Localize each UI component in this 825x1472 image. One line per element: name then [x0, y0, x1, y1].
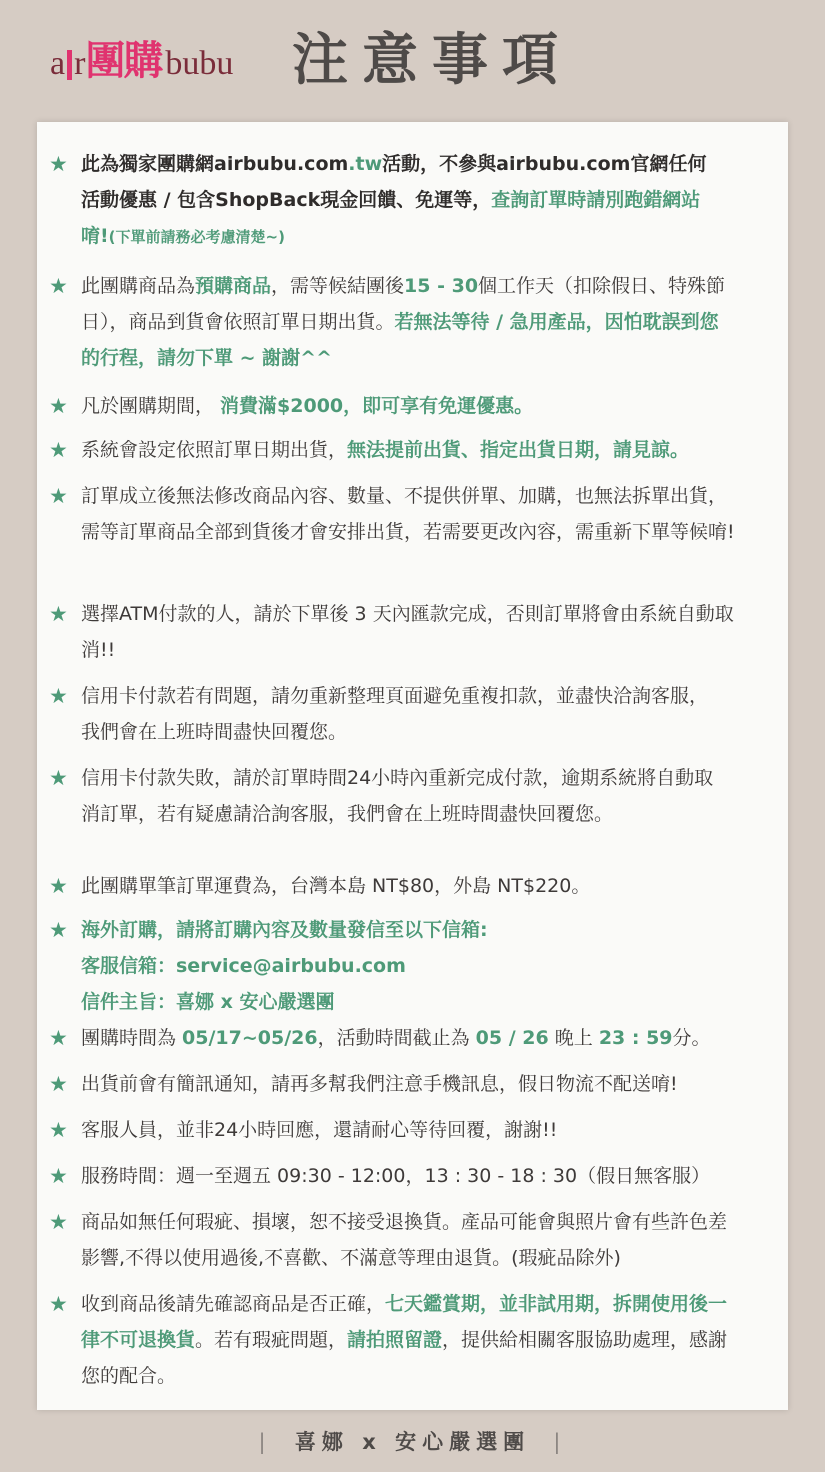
notice-text — [81, 596, 739, 668]
notice-text-segment: 七天鑑賞期，並非試用期，拆開使用後一律不可退換貨 — [81, 1293, 728, 1351]
notice-text-segment: 預購商品 — [195, 275, 272, 297]
notice-text-segment: 商品如無任何瑕疵、損壞，恕不接受退換貨。產品可能會與照片會有些許色差影響,不得以使用過後,不喜歡、不滿意等理由退貨。(瑕疵品除外) — [81, 1211, 728, 1269]
notice-text-segment: 15 - 30 — [404, 275, 479, 297]
notice-text — [81, 268, 729, 376]
notice-text-segment: 客服人員，並非24小時回應，還請耐心等待回覆，謝謝!! — [81, 1119, 558, 1141]
notice-text — [81, 1112, 739, 1148]
notice-text-segment: 信件主旨：喜娜 x 安心嚴選團 — [81, 991, 335, 1013]
notice-text-segment: 查詢訂單時請別跑錯網站唷! — [81, 189, 701, 247]
notice-text — [81, 678, 719, 750]
notice-item — [49, 1158, 784, 1194]
star-icon: ★ — [49, 394, 68, 418]
notice-text — [81, 760, 719, 832]
notice-text-segment: 請拍照留證 — [347, 1329, 443, 1351]
notice-text-segment: 系統會設定依照訂單日期出貨， — [81, 439, 348, 461]
star-icon: ★ — [49, 484, 68, 508]
notice-item — [49, 268, 784, 376]
notice-text-segment: 05 / 26 — [475, 1027, 549, 1049]
footer-divider-left: | — [258, 1430, 272, 1454]
star-icon: ★ — [49, 274, 68, 298]
notice-text-segment: 團購時間為 — [81, 1027, 183, 1049]
airbubu-logo[interactable] — [50, 36, 233, 86]
notice-text — [81, 1158, 739, 1194]
logo-text-a: a — [50, 45, 66, 82]
notice-item — [49, 146, 784, 255]
star-icon: ★ — [49, 1118, 68, 1142]
notice-text-segment: 凡於團購期間， — [81, 395, 221, 417]
notice-item — [49, 478, 784, 550]
notice-text-segment: 。若有瑕疵問題， — [195, 1329, 348, 1351]
notice-item — [49, 1286, 784, 1394]
notice-text-segment: 出貨前會有簡訊通知，請再多幫我們注意手機訊息，假日物流不配送唷! — [81, 1073, 678, 1095]
star-icon: ★ — [49, 1026, 68, 1050]
notice-text — [81, 478, 739, 550]
notice-item — [49, 912, 784, 1020]
notice-item — [49, 388, 784, 424]
notice-text-segment: ，需等候結團後 — [271, 275, 405, 297]
notice-text — [81, 146, 714, 255]
notice-item — [49, 1204, 784, 1276]
page-title: 注意事項 — [292, 28, 572, 93]
notice-item — [49, 760, 784, 832]
notice-item — [49, 1020, 784, 1056]
footer-divider-right: | — [553, 1430, 567, 1454]
notice-text-segment: 服務時間：週一至週五 09:30 - 12:00，13 : 30 - 18 : 30（假日無客服） — [81, 1165, 711, 1187]
logo-mark — [67, 50, 72, 80]
star-icon: ★ — [49, 1210, 68, 1234]
notice-item — [49, 1112, 784, 1148]
star-icon: ★ — [49, 918, 68, 942]
notice-text-segment: ，提供給相關客服協助處理，感謝您的配合。 — [81, 1329, 728, 1387]
notice-text — [81, 1204, 739, 1276]
notice-text-segment: 此團購單筆訂單運費為，台灣本島 NT$80，外島 NT$220。 — [81, 875, 591, 897]
notice-text — [81, 432, 784, 468]
footer — [0, 1422, 825, 1462]
notice-text-segment: 海外訂購，請將訂購內容及數量發信至以下信箱: — [81, 919, 488, 941]
star-icon: ★ — [49, 1292, 68, 1316]
logo-text-groupbuy: 團購 — [85, 38, 162, 84]
notice-text-segment: .tw — [348, 153, 383, 175]
notice-text-segment: 23 : 59 — [598, 1027, 673, 1049]
notice-text-segment: 晚上 — [548, 1027, 599, 1049]
notice-text-segment: 消費滿$2000，即可享有免運優惠。 — [220, 395, 534, 417]
notice-item — [49, 1066, 784, 1102]
notice-item — [49, 432, 784, 468]
notice-text-segment: 此為獨家團購網airbubu.com — [81, 153, 349, 175]
notice-text-segment: 此團購商品為 — [81, 275, 196, 297]
star-icon: ★ — [49, 1164, 68, 1188]
notice-item — [49, 678, 784, 750]
notice-text — [81, 1020, 784, 1056]
notice-text-segment: 活動，不參與airbubu.com官網任何活動優惠 / 包含ShopBack現金回饋、免運等， — [81, 153, 707, 211]
notice-text-segment: 選擇ATM付款的人，請於下單後 3 天內匯款完成，否則訂單將會由系統自動取消!! — [81, 603, 734, 661]
star-icon: ★ — [49, 1072, 68, 1096]
notice-text — [81, 912, 739, 1020]
star-icon: ★ — [49, 766, 68, 790]
notice-text-segment: 客服信箱：service@airbubu.com — [81, 955, 406, 977]
logo-text-bubu: bubu — [165, 45, 234, 82]
star-icon: ★ — [49, 684, 68, 708]
star-icon: ★ — [49, 152, 68, 176]
header — [0, 0, 825, 122]
star-icon: ★ — [49, 602, 68, 626]
notice-text-segment: 收到商品後請先確認商品是否正確， — [81, 1293, 386, 1315]
notice-text-segment: 訂單成立後無法修改商品內容、數量、不提供併單、加購，也無法拆單出貨，需等訂單商品全部到貨後才會安排出貨，若需要更改內容，需重新下單等候唷! — [81, 485, 735, 543]
notice-item — [49, 868, 784, 904]
notice-text — [81, 1066, 784, 1102]
notice-text — [81, 388, 739, 424]
notice-text-segment: 若無法等待 / 急用產品，因怕耽誤到您的行程，請勿下單 ~ 謝謝^^ — [81, 311, 719, 369]
logo-text-r: r — [74, 45, 86, 82]
notice-text-segment: (下單前請務必考慮清楚~) — [108, 228, 285, 246]
notice-text-segment: 無法提前出貨、指定出貨日期，請見諒。 — [347, 439, 690, 461]
notice-text-segment: 05/17~05/26 — [182, 1027, 318, 1049]
notice-text-segment: ，活動時間截止為 — [317, 1027, 476, 1049]
notice-text — [81, 868, 739, 904]
notice-text — [81, 1286, 739, 1394]
notice-text-segment: 信用卡付款若有問題，請勿重新整理頁面避免重複扣款，並盡快洽詢客服，我們會在上班時間盡快回覆您。 — [81, 685, 709, 743]
star-icon: ★ — [49, 438, 68, 462]
notice-text-segment: 分。 — [672, 1027, 711, 1049]
notice-text-segment: 個工作天（扣除假日、特殊節日），商品到貨會依照訂單日期出貨。 — [81, 275, 726, 333]
star-icon: ★ — [49, 874, 68, 898]
notice-panel — [37, 122, 788, 1410]
notice-item — [49, 596, 784, 668]
footer-text: 喜娜 x 安心嚴選團 — [294, 1430, 531, 1454]
notice-text-segment: 信用卡付款失敗，請於訂單時間24小時內重新完成付款，逾期系統將自動取消訂單，若有疑慮請洽詢客服，我們會在上班時間盡快回覆您。 — [81, 767, 714, 825]
